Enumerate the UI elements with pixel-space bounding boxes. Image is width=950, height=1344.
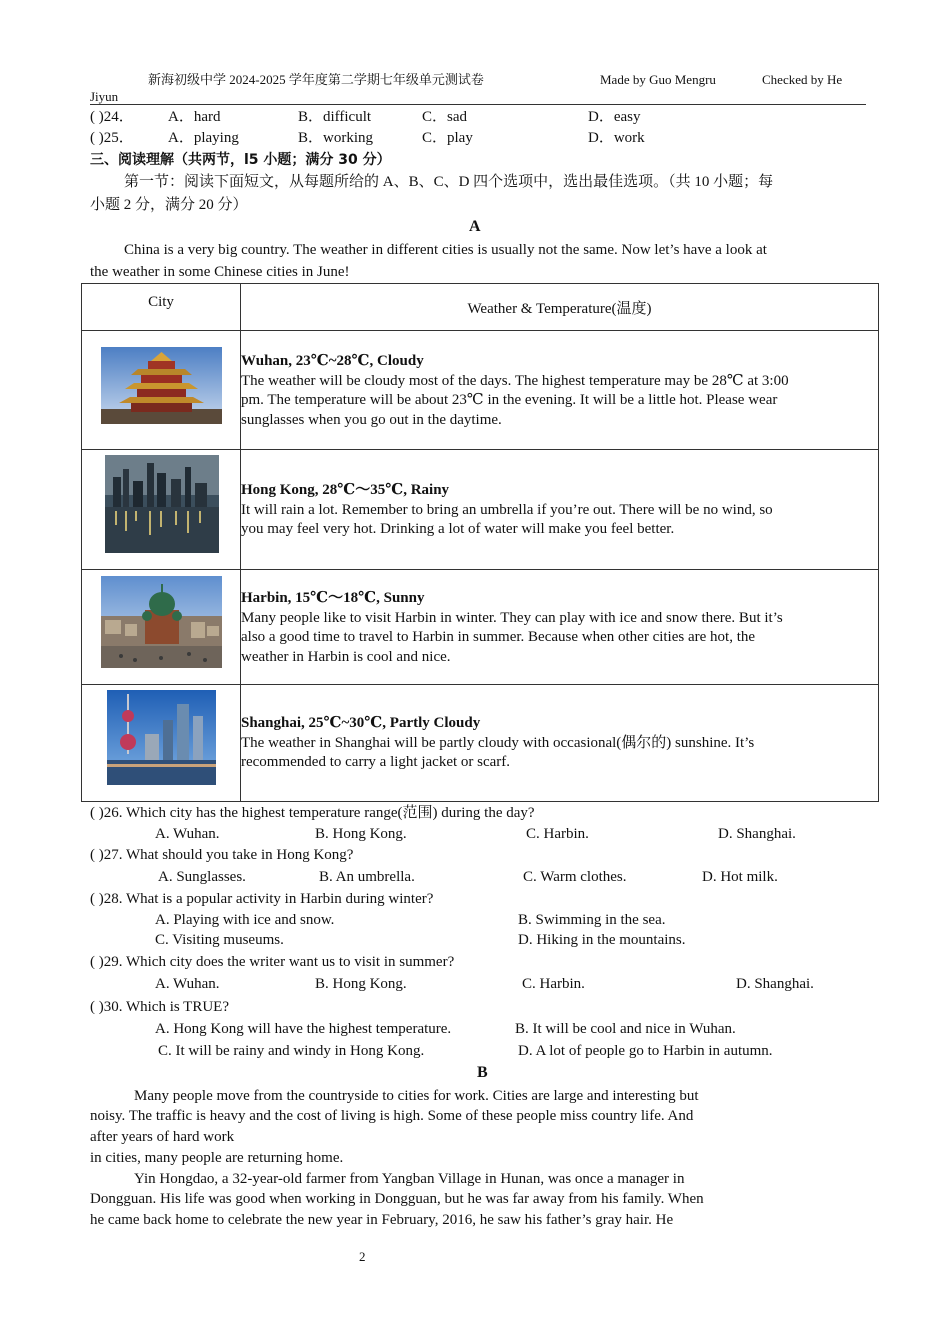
table-row [82, 450, 879, 570]
city-image-cell [82, 450, 241, 570]
section-instruction: 第一节：阅读下面短文，从每题所给的 A、B、C、D 四个选项中，选出最佳选项。（共 10 小题；每 [124, 174, 774, 190]
table-header-city: City [82, 284, 241, 331]
hong-kong-skyline-image [105, 455, 219, 553]
weather-text-line: It will rain a lot. Remember to bring an umbrella if you’re out. There will be no wind, so [241, 501, 773, 518]
option: D. Shanghai. [718, 826, 796, 842]
option: D. Hot milk. [702, 869, 778, 885]
option: C. It will be rainy and windy in Hong Kong. [158, 1043, 425, 1059]
section-instruction-cont: 小题 2 分，满分 20 分） [90, 197, 248, 213]
weather-text-line: you may feel very hot. Drinking a lot of water will make you feel better. [241, 521, 675, 537]
passage-b-line: after years of hard work [90, 1129, 235, 1145]
city-heading: Wuhan, 23℃~28℃, Cloudy [241, 353, 424, 369]
option: B. Swimming in the sea. [518, 912, 666, 928]
weather-text-line: weather in Harbin is cool and nice. [241, 648, 451, 665]
option: B．working [298, 130, 374, 146]
passage-a-intro-cont: the weather in some Chinese cities in June! [90, 264, 350, 280]
made-by: Made by Guo Mengru [600, 72, 716, 87]
question-24 [90, 107, 134, 127]
option: D．easy [588, 109, 641, 125]
option: B. Hong Kong. [315, 976, 407, 992]
city-image-cell [82, 570, 241, 685]
weather-text-line: Many people like to visit Harbin in winter. They can play with ice and snow there. But it’s [241, 609, 783, 626]
option: A. Playing with ice and snow. [155, 912, 335, 928]
option: B．difficult [298, 109, 372, 125]
passage-a-intro: China is a very big country. The weather in different cities is usually not the same. Now let’s have a look at [124, 242, 767, 258]
city-heading: Harbin, 15℃～18℃, Sunny [241, 590, 425, 606]
question-number: ( )25． [90, 130, 134, 146]
question-30: ( )30. Which is TRUE? [90, 999, 230, 1015]
option: C. Visiting museums. [155, 932, 284, 948]
option: A. Sunglasses. [158, 869, 246, 885]
option: C．sad [422, 109, 468, 125]
option: D．work [588, 130, 645, 146]
section-title: 三、阅读理解（共两节，l5 小题；满分 30 分） [90, 152, 391, 168]
option: B. It will be cool and nice in Wuhan. [515, 1021, 736, 1037]
passage-a-label: A [469, 218, 481, 235]
option: C. Warm clothes. [523, 869, 627, 885]
option: D. Shanghai. [736, 976, 814, 992]
option: C．play [422, 130, 473, 146]
table-row [82, 685, 879, 802]
option: A．hard [168, 109, 221, 125]
checked-by: Checked by He [762, 72, 843, 87]
passage-b-line: Yin Hongdao, a 32-year-old farmer from Yangban Village in Hunan, was once a manager in [134, 1171, 685, 1187]
yellow-crane-tower-image [101, 347, 222, 424]
question-28: ( )28. What is a popular activity in Harbin during winter? [90, 891, 434, 907]
weather-table [81, 283, 879, 802]
city-heading: Hong Kong, 28℃～35℃, Rainy [241, 482, 450, 498]
city-heading: Shanghai, 25℃~30℃, Partly Cloudy [241, 715, 481, 731]
passage-b-line: in cities, many people are returning home. [90, 1150, 344, 1166]
option: A．playing [168, 130, 239, 146]
question-29: ( )29. Which city does the writer want us to visit in summer? [90, 954, 455, 970]
weather-text-line: The weather in Shanghai will be partly cloudy with occasional(偶尔的) sunshine. It’s [241, 734, 755, 751]
option: A. Wuhan. [155, 976, 220, 992]
option: B. An umbrella. [319, 869, 415, 885]
passage-b-label: B [477, 1064, 488, 1081]
question-27: ( )27. What should you take in Hong Kong? [90, 847, 354, 863]
weather-info [241, 685, 879, 802]
weather-text-line: pm. The temperature will be about 23℃ in the evening. It will be a little hot. Please wear [241, 392, 778, 408]
option: C. Harbin. [522, 976, 585, 992]
table-header-weather: Weather & Temperature(温度) [241, 284, 879, 331]
question-25 [90, 128, 134, 148]
option: C. Harbin. [526, 826, 589, 842]
harbin-cathedral-image [101, 576, 222, 668]
weather-info [241, 450, 879, 570]
weather-text-line: also a good time to travel to Harbin in summer. Because when other cities are hot, the [241, 629, 756, 645]
city-image-cell [82, 331, 241, 450]
option: B. Hong Kong. [315, 826, 407, 842]
city-image-cell [82, 685, 241, 802]
checked-by-cont: Jiyun [90, 89, 119, 104]
option: D. Hiking in the mountains. [518, 932, 686, 948]
question-number: ( )24． [90, 109, 134, 125]
passage-b-line: he came back home to celebrate the new year in February, 2016, he saw his father’s gray hair. He [90, 1212, 674, 1228]
passage-b-line: Dongguan. His life was good when working in Dongguan, but he was far away from his family. When [90, 1191, 704, 1207]
option: A. Wuhan. [155, 826, 220, 842]
exam-title: 新海初级中学 2024-2025 学年度第二学期七年级单元测试卷 [148, 72, 484, 87]
question-26: ( )26. Which city has the highest temperature range(范围) during the day? [90, 805, 535, 821]
option: A. Hong Kong will have the highest temperature. [155, 1021, 452, 1037]
header-divider [90, 104, 866, 105]
passage-b-line: Many people move from the countryside to cities for work. Cities are large and interesting but [134, 1088, 699, 1104]
weather-text-line: sunglasses when you go out in the daytime. [241, 411, 502, 428]
weather-text-line: recommended to carry a light jacket or scarf. [241, 754, 511, 770]
table-row [82, 331, 879, 450]
passage-b-line: noisy. The traffic is heavy and the cost of living is high. Some of these people miss country life. And [90, 1108, 694, 1124]
weather-info [241, 570, 879, 685]
shanghai-oriental-pearl-image [107, 690, 216, 785]
option: D. A lot of people go to Harbin in autumn. [518, 1043, 773, 1059]
page-number: 2 [359, 1249, 366, 1264]
weather-info [241, 331, 879, 450]
weather-text-line: The weather will be cloudy most of the days. The highest temperature may be 28℃ at 3:00 [241, 372, 789, 389]
table-row [82, 570, 879, 685]
